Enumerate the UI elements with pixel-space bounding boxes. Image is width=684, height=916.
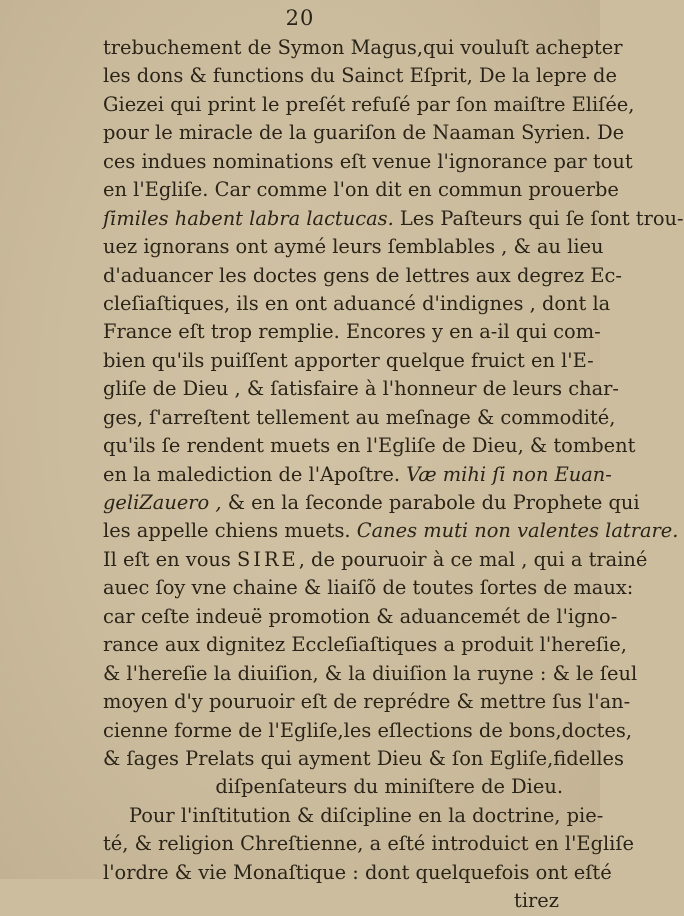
smallcaps-text: SIRE xyxy=(237,547,299,571)
line-text: ces indues nominations eſt venue l'ignorance par tout xyxy=(103,149,633,173)
line-text: diſpenſateurs du miniſtere de Dieu. xyxy=(215,775,563,799)
line-text: , de pouruoir à ce mal , qui a trainé xyxy=(298,547,648,571)
line-text: & ſages Prelats qui ayment Dieu & ſon Egliſe,fidelles xyxy=(103,746,624,770)
text-line xyxy=(103,233,604,261)
text-line xyxy=(103,432,636,460)
text-line xyxy=(103,404,616,432)
line-text: qu'ils ſe rendent muets en l'Egliſe de Dieu, & tombent xyxy=(103,434,636,458)
line-text: Pour l'inſtitution & diſcipline en la doctrine, pie- xyxy=(129,803,604,827)
line-text: rance aux dignitez Eccleſiaſtiques a produit l'hereſie, xyxy=(103,633,627,657)
line-text: les dons & functions du Sainct Eſprit, De la lepre de xyxy=(103,64,617,88)
text-line xyxy=(103,119,625,147)
line-text: l'ordre & vie Monaſtique : dont quelquefois ont eſté xyxy=(103,860,612,884)
line-text: tirez xyxy=(514,889,559,913)
text-line xyxy=(103,489,640,517)
text-block xyxy=(103,34,684,916)
line-text: en la malediction de l'Apoſtre. xyxy=(103,462,407,486)
line-text: pour le miracle de la guariſon de Naaman Syrien. De xyxy=(103,121,625,145)
line-text: en l'Egliſe. Car comme l'on dit en commun prouerbe xyxy=(103,178,619,202)
text-line xyxy=(103,603,618,631)
line-text: Il eſt en vous xyxy=(103,547,237,571)
italic-text: ſimiles habent labra lactucas. xyxy=(103,206,394,230)
text-line xyxy=(103,517,679,545)
italic-text: Væ mihi ſi non Euan- xyxy=(406,462,612,486)
text-line xyxy=(103,34,623,62)
page-number: 20 xyxy=(285,6,315,30)
text-line xyxy=(103,631,627,659)
line-text: France eſt trop remplie. Encores y en a-il qui com- xyxy=(103,320,601,344)
line-text: & l'hereſie la diuiſion, & la diuiſion la ruyne : & le ſeul xyxy=(103,661,638,685)
text-line xyxy=(103,461,612,489)
text-line xyxy=(103,830,635,858)
text-line xyxy=(103,660,638,688)
text-line xyxy=(103,91,635,119)
catchword xyxy=(103,887,563,915)
text-line xyxy=(103,859,612,887)
line-text: uez ignorans ont aymé leurs ſemblables , & au lieu xyxy=(103,235,604,259)
italic-text: Canes muti non valentes latrare. xyxy=(356,519,679,543)
line-text: cleſiaſtiques, ils en ont aduancé d'indignes , dont la xyxy=(103,291,611,315)
line-text: auec ſoy vne chaine & liaiſõ de toutes ſortes de maux: xyxy=(103,576,634,600)
line-text: moyen d'y pouruoir eſt de reprédre & mettre ſus l'an- xyxy=(103,690,631,714)
text-line xyxy=(103,802,604,830)
line-text: Les Paſteurs qui ſe ſont trou- xyxy=(393,206,684,230)
line-text: té, & religion Chreſtienne, a eſté introduict en l'Egliſe xyxy=(103,832,635,856)
text-line xyxy=(103,176,619,204)
text-line xyxy=(103,318,601,346)
text-line xyxy=(103,773,563,801)
text-line xyxy=(103,574,634,602)
line-text: d'aduancer les doctes gens de lettres aux degrez Ec- xyxy=(103,263,622,287)
line-text: & en la ſeconde parabole du Prophete qui xyxy=(221,491,640,514)
text-line xyxy=(103,546,648,574)
text-line xyxy=(103,262,622,290)
line-text: les appelle chiens muets. xyxy=(103,519,357,543)
line-text: gliſe de Dieu , & ſatisfaire à l'honneur de leurs char- xyxy=(103,377,619,401)
text-line xyxy=(103,688,631,716)
line-text: ges, ſ'arreſtent tellement au meſnage & commodité, xyxy=(103,405,616,429)
text-line xyxy=(103,717,632,745)
text-line xyxy=(103,745,624,773)
line-text: Giezei qui print le preſét refuſé par ſon maiſtre Eliſée, xyxy=(103,92,635,116)
text-line xyxy=(103,375,619,403)
italic-text: geliZauero , xyxy=(103,491,222,514)
text-line xyxy=(103,62,617,90)
text-line xyxy=(103,148,633,176)
line-text: trebuchement de Symon Magus,qui vouluſt achepter xyxy=(103,36,623,59)
text-line xyxy=(103,290,611,318)
line-text: cienne forme de l'Egliſe,les eſlections de bons,doctes, xyxy=(103,718,632,742)
line-text: bien qu'ils puiſſent apporter quelque fruict en l'E- xyxy=(103,348,594,372)
text-line xyxy=(103,347,594,375)
text-line xyxy=(103,205,684,233)
line-text: car ceſte indeuë promotion & aduancemét de l'igno- xyxy=(103,604,618,628)
